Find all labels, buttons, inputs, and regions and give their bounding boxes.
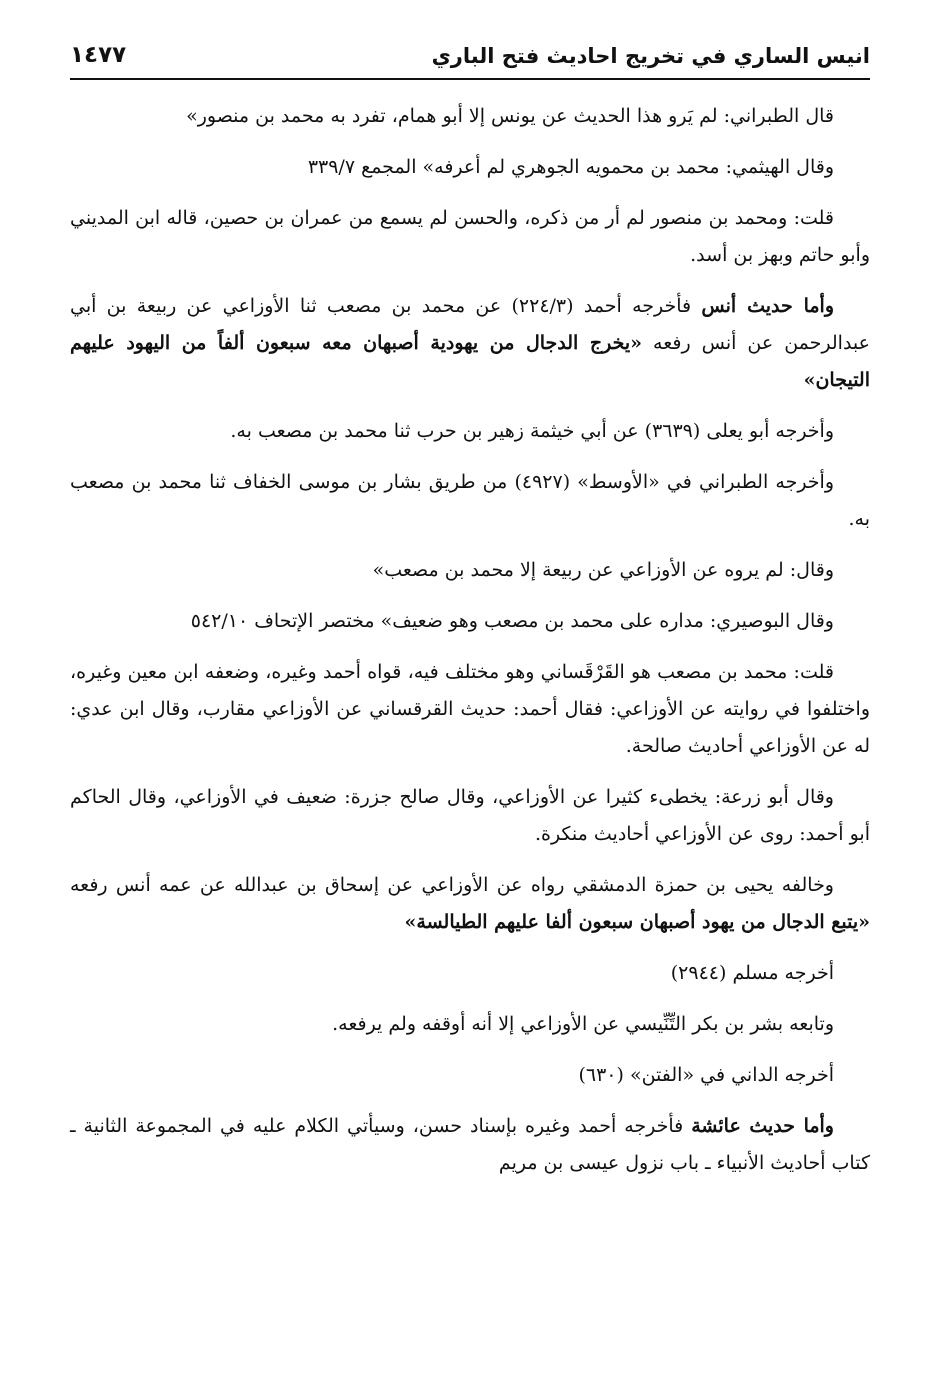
- paragraph: وأخرجه الطبراني في «الأوسط» (٤٩٢٧) من طريق بشار بن موسى الخفاف ثنا محمد بن مصعب به.: [70, 471, 870, 530]
- paragraph: وأما حديث أنس فأخرجه أحمد (٢٢٤/٣) عن محمد بن مصعب ثنا الأوزاعي عن ربيعة بن أبي عبدالرحمن عن أنس رفعه «يخرج الدجال من يهودية أصبهان معه سبعون ألفاً من اليهود عليهم التيجان»: [70, 295, 870, 391]
- header-rule: [70, 78, 870, 80]
- paragraph: وتابعه بشر بن بكر التِّنِّيسي عن الأوزاعي إلا أنه أوقفه ولم يرفعه.: [332, 1013, 834, 1035]
- paragraph: وأخرجه أبو يعلى (٣٦٣٩) عن أبي خيثمة زهير بن حرب ثنا محمد بن مصعب به.: [230, 420, 834, 442]
- paragraph: وقال: لم يروه عن الأوزاعي عن ربيعة إلا محمد بن مصعب»: [372, 559, 834, 581]
- paragraph: قلت: ومحمد بن منصور لم أر من ذكره، والحسن لم يسمع من عمران بن حصين، قاله ابن المديني وأبو حاتم وبهز بن أسد.: [70, 207, 870, 266]
- page-body: [70, 98, 870, 1196]
- paragraph: وقال الهيثمي: محمد بن محمويه الجوهري لم أعرفه» المجمع ٣٣٩/٧: [307, 156, 834, 178]
- paragraph: وخالفه يحيى بن حمزة الدمشقي رواه عن الأوزاعي عن إسحاق بن عبدالله عن عمه أنس رفعه «يتبع الدجال من يهود أصبهان سبعون ألفا عليهم الطيالسة»: [70, 874, 870, 933]
- paragraph: وقال أبو زرعة: يخطىء كثيرا عن الأوزاعي، وقال صالح جزرة: ضعيف في الأوزاعي، وقال الحاكم أبو أحمد: روى عن الأوزاعي أحاديث منكرة.: [70, 786, 870, 845]
- book-page: [70, 38, 870, 1358]
- paragraph: أخرجه الداني في «الفتن» (٦٣٠): [578, 1064, 834, 1086]
- hadith-quote: «يخرج الدجال من يهودية أصبهان معه سبعون ألفاً من اليهود عليهم التيجان»: [70, 332, 870, 391]
- bold-heading: وأما حديث أنس: [701, 295, 835, 317]
- paragraph: قال الطبراني: لم يَرو هذا الحديث عن يونس إلا أبو همام، تفرد به محمد بن منصور»: [186, 105, 834, 127]
- hadith-quote: «يتبع الدجال من يهود أصبهان سبعون ألفا عليهم الطيالسة»: [404, 911, 870, 933]
- bold-heading: وأما حديث عائشة: [691, 1115, 834, 1137]
- paragraph: وأما حديث عائشة فأخرجه أحمد وغيره بإسناد حسن، وسيأتي الكلام عليه في المجموعة الثانية ـ كتاب أحاديث الأنبياء ـ باب نزول عيسى بن مريم: [70, 1115, 870, 1174]
- page-number: ١٤٧٧: [70, 42, 127, 68]
- paragraph: وقال البوصيري: مداره على محمد بن مصعب وهو ضعيف» مختصر الإتحاف ٥٤٢/١٠: [190, 610, 834, 632]
- paragraph: أخرجه مسلم (٢٩٤٤): [670, 962, 834, 984]
- book-title: انيس الساري في تخريج احاديث فتح الباري: [431, 44, 870, 68]
- paragraph: قلت: محمد بن مصعب هو القَرْقَساني وهو مختلف فيه، قواه أحمد وغيره، وضعفه ابن معين وغيره، واختلفوا في روايته عن الأوزاعي: فقال أحمد: حديث القرقساني عن الأوزاعي مقارب، وقال ابن عدي: له عن الأوزاعي أحاديث صالحة.: [70, 661, 870, 757]
- running-header: [70, 38, 870, 76]
